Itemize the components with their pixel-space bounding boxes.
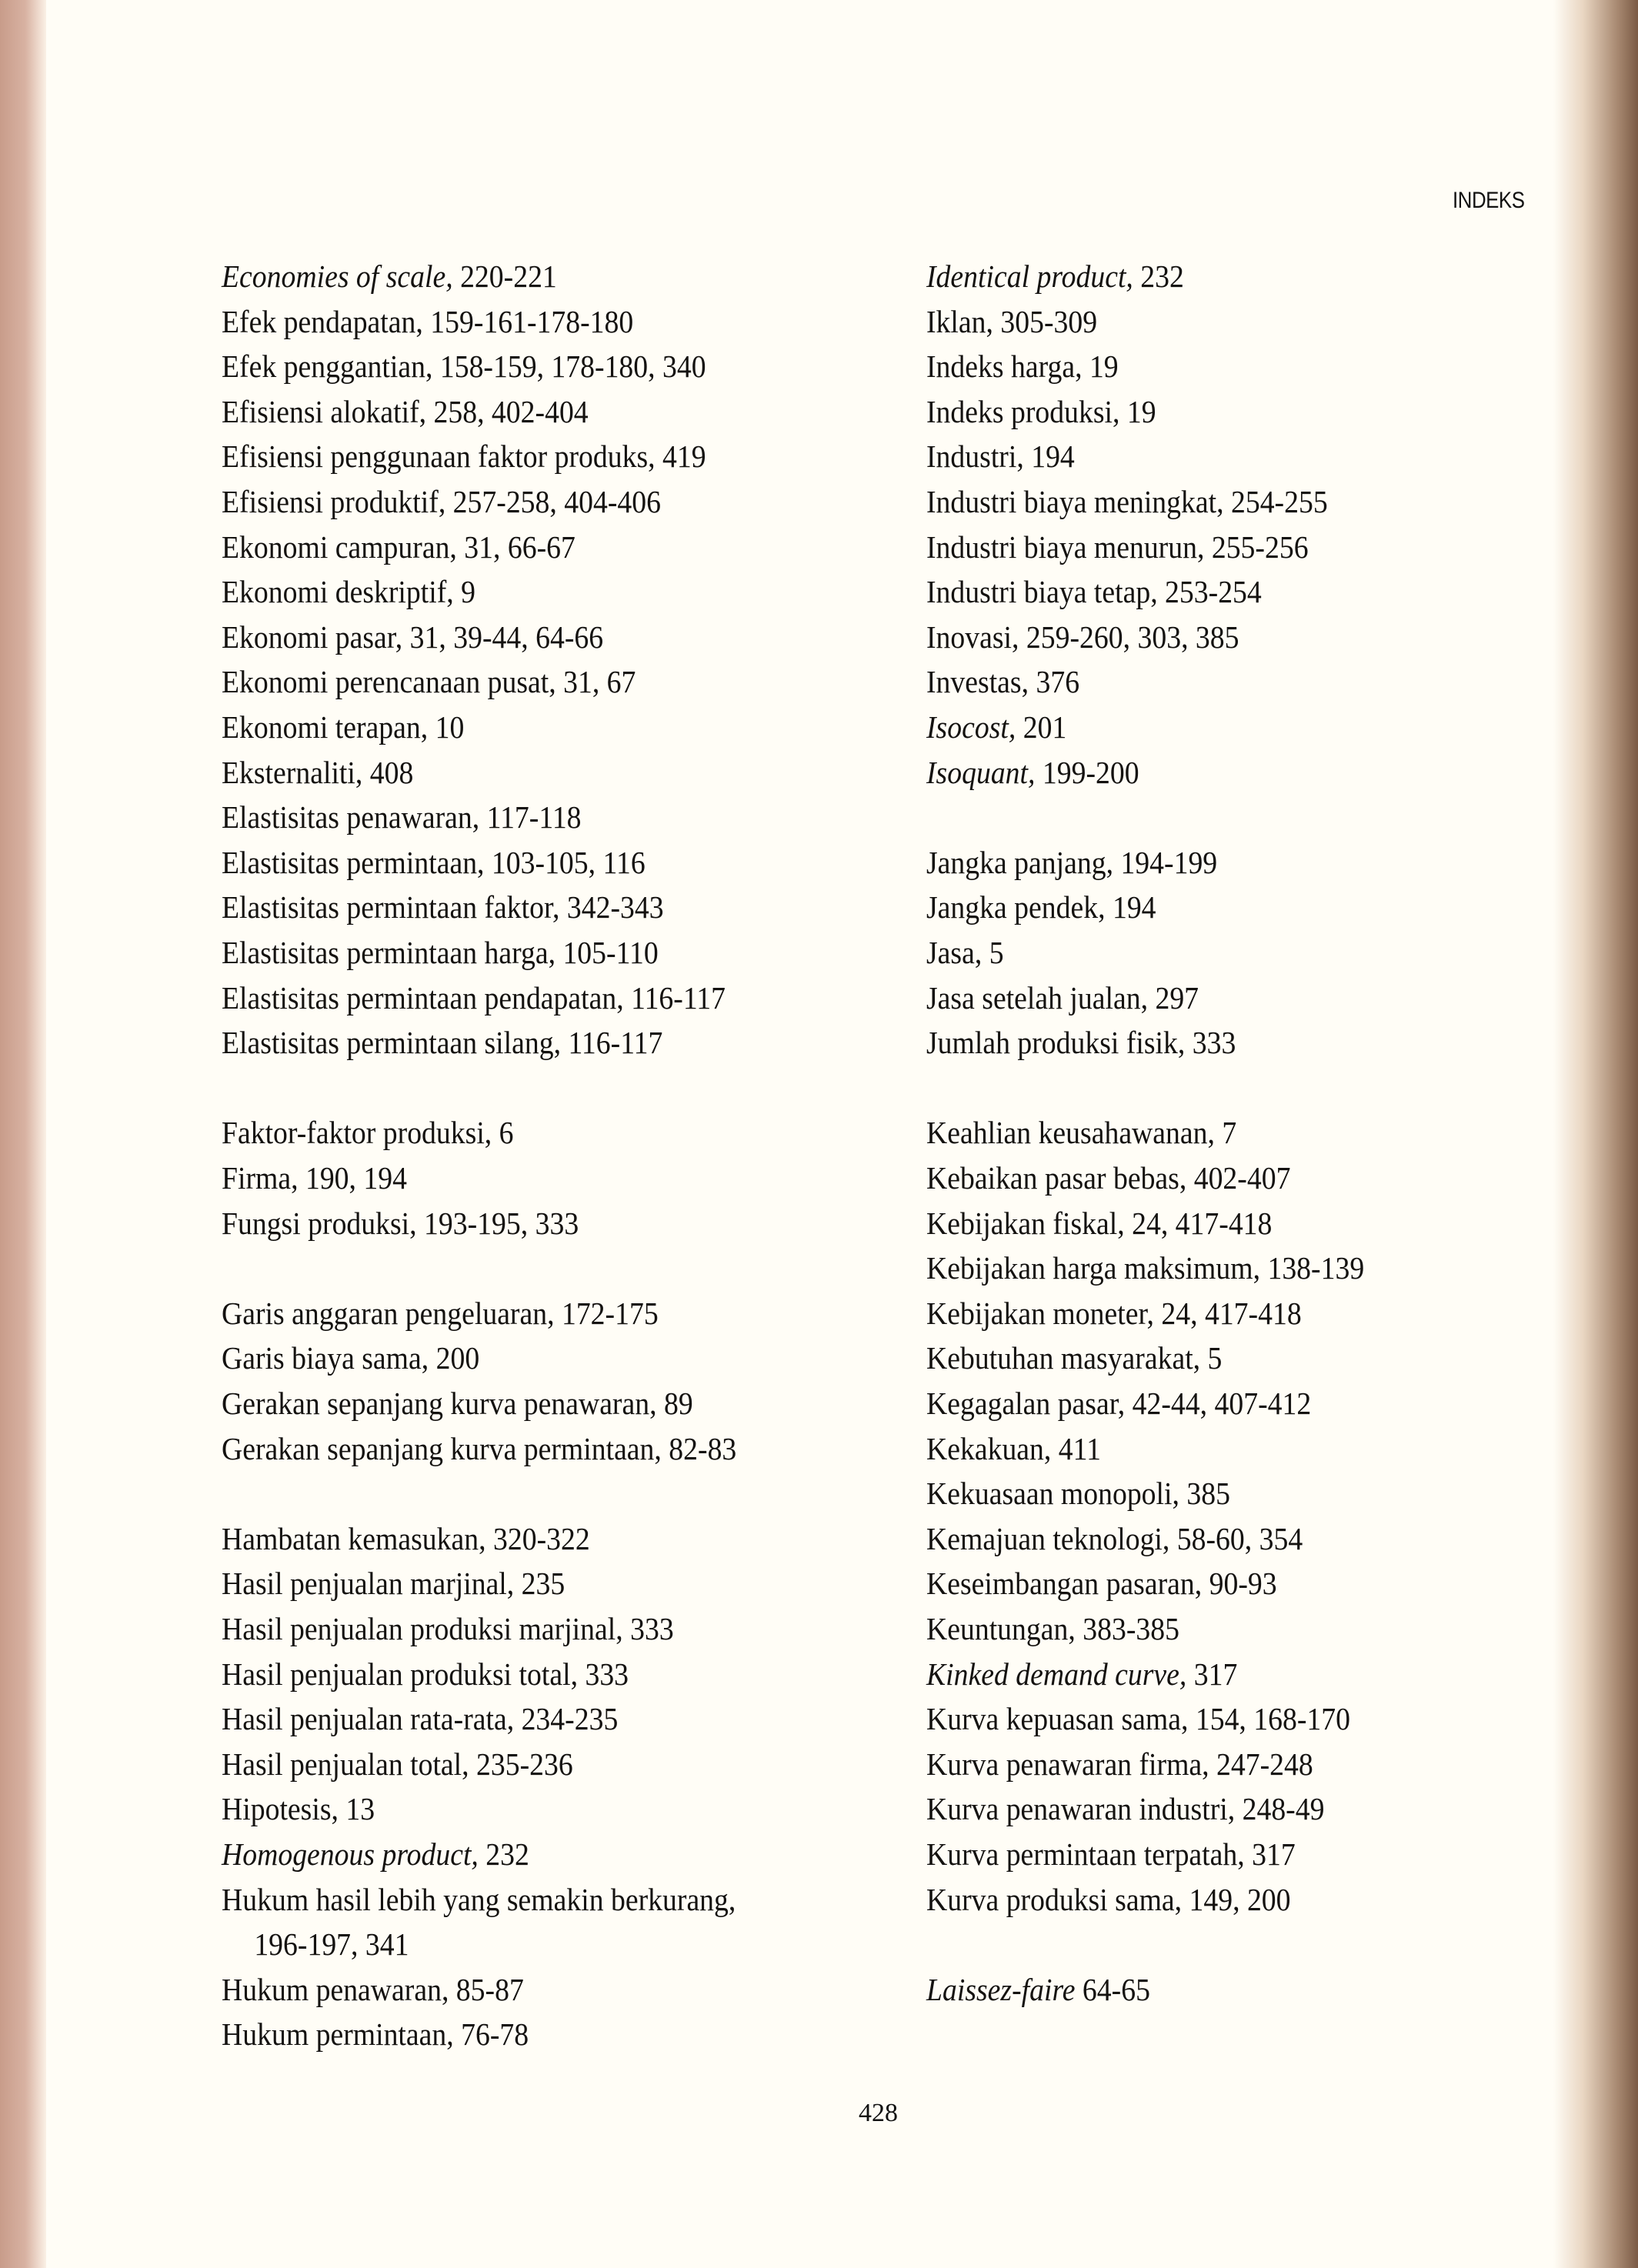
index-entry bbox=[926, 1877, 1291, 1922]
index-term: Iklan, bbox=[926, 303, 993, 339]
index-entry bbox=[222, 525, 575, 569]
index-pages: 402-407 bbox=[1186, 1160, 1291, 1196]
index-pages: 13 bbox=[338, 1791, 375, 1827]
index-term: Kebijakan harga maksimum, bbox=[926, 1250, 1261, 1286]
index-entry bbox=[222, 750, 413, 795]
index-entry bbox=[222, 840, 646, 885]
index-term: Elastisitas permintaan silang, bbox=[222, 1025, 562, 1061]
running-head: INDEKS bbox=[1453, 188, 1525, 213]
index-entry bbox=[926, 1201, 1272, 1246]
index-pages: 9 bbox=[453, 574, 476, 610]
index-pages: 317 bbox=[1244, 1836, 1296, 1872]
index-pages: 19 bbox=[1119, 393, 1156, 429]
index-term: Hukum permintaan, bbox=[222, 2016, 454, 2053]
index-term: Firma, bbox=[222, 1160, 299, 1196]
index-term: Gerakan sepanjang kurva permintaan, bbox=[222, 1430, 662, 1466]
scan-shadow-left bbox=[0, 0, 46, 2268]
index-entry bbox=[222, 795, 582, 839]
index-term: Hasil penjualan produksi marjinal, bbox=[222, 1611, 623, 1646]
index-pages: 24, 417-418 bbox=[1153, 1295, 1302, 1331]
index-term: Kegagalan pasar, bbox=[926, 1386, 1126, 1421]
index-term: Hasil penjualan marjinal, bbox=[222, 1566, 515, 1602]
index-entry bbox=[926, 659, 1079, 704]
index-pages: 305-309 bbox=[992, 303, 1098, 339]
index-term: Elastisitas permintaan pendapatan, bbox=[222, 979, 624, 1016]
index-term: Jangka pendek, bbox=[926, 889, 1106, 926]
index-entry bbox=[926, 1291, 1302, 1336]
index-pages: 116-117 bbox=[623, 979, 726, 1016]
index-entry bbox=[926, 1156, 1290, 1200]
index-term: Isoquant, bbox=[926, 754, 1036, 790]
index-pages: 158-159, 178-180, 340 bbox=[432, 349, 706, 385]
index-pages: 194 bbox=[1023, 439, 1075, 475]
index-pages: 196-197, 341 bbox=[254, 1926, 409, 1962]
index-pages: 254-255 bbox=[1223, 484, 1328, 519]
index-entry bbox=[222, 254, 557, 299]
index-term: Hipotesis, bbox=[222, 1791, 339, 1827]
index-entry bbox=[222, 976, 726, 1020]
index-pages: 199-200 bbox=[1035, 754, 1139, 790]
index-entry bbox=[926, 885, 1156, 929]
index-entry bbox=[926, 434, 1075, 479]
index-pages: 253-254 bbox=[1157, 574, 1262, 610]
index-term: Hambatan kemasukan, bbox=[222, 1520, 486, 1556]
index-entry bbox=[222, 1291, 659, 1336]
index-term: Homogenous product, bbox=[222, 1836, 479, 1872]
index-entry bbox=[222, 1696, 618, 1741]
index-pages: 333 bbox=[1185, 1025, 1236, 1061]
index-entry bbox=[222, 885, 664, 929]
index-entry bbox=[926, 299, 1097, 344]
index-pages: 419 bbox=[655, 439, 706, 475]
index-pages: 42-44, 407-412 bbox=[1125, 1386, 1312, 1421]
page-number: 428 bbox=[859, 2099, 898, 2127]
index-pages: 317 bbox=[1186, 1656, 1238, 1692]
index-pages: 31, 67 bbox=[555, 664, 636, 700]
index-term: Indeks produksi, bbox=[926, 393, 1120, 429]
index-entry bbox=[926, 1426, 1101, 1471]
index-term: Jumlah produksi fisik, bbox=[926, 1025, 1186, 1061]
index-entry bbox=[926, 976, 1199, 1020]
index-entry bbox=[926, 1381, 1311, 1426]
index-term: Jasa, bbox=[926, 935, 982, 970]
index-pages: 408 bbox=[362, 754, 414, 790]
index-term: Laissez-faire bbox=[926, 1971, 1076, 2007]
index-entry bbox=[222, 479, 661, 524]
index-term: Garis biaya sama, bbox=[222, 1340, 429, 1376]
index-term: Ekonomi pasar, bbox=[222, 619, 403, 655]
index-term: Hasil penjualan total, bbox=[222, 1746, 469, 1782]
index-entry bbox=[222, 1336, 479, 1380]
index-pages: 103-105, 116 bbox=[484, 844, 646, 880]
index-term: Kemajuan teknologi, bbox=[926, 1520, 1170, 1556]
index-entry bbox=[222, 2012, 529, 2056]
index-pages: 24, 417-418 bbox=[1124, 1205, 1273, 1241]
index-pages: 297 bbox=[1148, 979, 1199, 1016]
index-entry bbox=[222, 344, 706, 389]
index-pages: 159-161-178-180 bbox=[422, 303, 634, 339]
index-entry bbox=[222, 1110, 514, 1155]
index-pages: 234-235 bbox=[514, 1701, 619, 1737]
index-term: Kurva penawaran industri, bbox=[926, 1791, 1236, 1827]
index-term: Identical product, bbox=[926, 258, 1133, 294]
index-pages: 116-117 bbox=[561, 1025, 663, 1061]
index-term: Keuntungan, bbox=[926, 1611, 1076, 1646]
index-pages: 220-221 bbox=[452, 258, 557, 294]
index-pages: 10 bbox=[428, 709, 465, 745]
index-pages: 342-343 bbox=[559, 889, 664, 926]
index-entry bbox=[926, 1606, 1179, 1651]
index-pages: 76-78 bbox=[453, 2016, 529, 2053]
index-term: Industri biaya meningkat, bbox=[926, 484, 1224, 519]
index-pages: 89 bbox=[656, 1386, 693, 1421]
index-entry bbox=[926, 1742, 1313, 1786]
index-term: Ekonomi campuran, bbox=[222, 529, 457, 565]
index-entry bbox=[926, 1246, 1364, 1290]
index-pages: 5 bbox=[982, 935, 1004, 970]
index-term: Jasa setelah jualan, bbox=[926, 979, 1149, 1016]
index-pages: 248-49 bbox=[1235, 1791, 1325, 1827]
index-term: Keseimbangan pasaran, bbox=[926, 1566, 1203, 1602]
index-pages: 235-236 bbox=[469, 1746, 573, 1782]
index-pages: 247-248 bbox=[1209, 1746, 1313, 1782]
index-entry bbox=[926, 840, 1217, 885]
index-term: Kurva produksi sama, bbox=[926, 1881, 1183, 1917]
index-term: Efisiensi alokatif, bbox=[222, 393, 427, 429]
index-term: Kebijakan moneter, bbox=[926, 1295, 1154, 1331]
index-term: Hasil penjualan rata-rata, bbox=[222, 1701, 515, 1737]
index-entry bbox=[926, 1110, 1236, 1155]
index-term: Kebaikan pasar bebas, bbox=[926, 1160, 1187, 1196]
index-pages: 333 bbox=[578, 1656, 629, 1692]
index-term: Faktor-faktor produksi, bbox=[222, 1115, 492, 1151]
index-entry bbox=[926, 1516, 1303, 1561]
index-term: Industri, bbox=[926, 439, 1024, 475]
index-pages: 411 bbox=[1051, 1430, 1101, 1466]
index-pages: 7 bbox=[1214, 1115, 1237, 1151]
index-entry bbox=[926, 1696, 1350, 1741]
index-pages: 258, 402-404 bbox=[426, 393, 589, 429]
index-entry bbox=[926, 344, 1119, 389]
index-entry bbox=[222, 1020, 662, 1065]
index-pages: 200 bbox=[429, 1340, 480, 1376]
index-entry bbox=[926, 615, 1239, 659]
index-entry bbox=[222, 1652, 629, 1696]
index-term: Kinked demand curve, bbox=[926, 1656, 1187, 1692]
index-entry bbox=[222, 434, 706, 479]
index-term: Gerakan sepanjang kurva penawaran, bbox=[222, 1386, 657, 1421]
index-pages: 64-65 bbox=[1075, 1971, 1150, 2007]
index-entry bbox=[222, 1606, 674, 1651]
index-term: Industri biaya menurun, bbox=[926, 529, 1205, 565]
index-pages: 383-385 bbox=[1075, 1611, 1179, 1646]
index-term: Kurva penawaran firma, bbox=[926, 1746, 1209, 1782]
index-term: Economies of scale, bbox=[222, 258, 453, 294]
index-entry bbox=[926, 1786, 1324, 1831]
index-term: Keahlian keusahawanan, bbox=[926, 1115, 1215, 1151]
index-pages: 257-258, 404-406 bbox=[445, 484, 661, 519]
index-entry bbox=[222, 389, 589, 434]
index-pages: 385 bbox=[1179, 1476, 1230, 1512]
index-pages: 320-322 bbox=[485, 1520, 590, 1556]
index-entry bbox=[926, 479, 1328, 524]
index-pages: 6 bbox=[492, 1115, 514, 1151]
index-term: Hukum hasil lebih yang semakin berkurang, bbox=[222, 1881, 736, 1917]
index-pages: 333 bbox=[622, 1611, 674, 1646]
index-term: Efisiensi penggunaan faktor produks, bbox=[222, 439, 656, 475]
index-pages: 105-110 bbox=[555, 935, 659, 970]
index-term: Hasil penjualan produksi total, bbox=[222, 1656, 579, 1692]
index-entry bbox=[926, 1832, 1296, 1876]
index-entry bbox=[926, 525, 1309, 569]
index-pages: 235 bbox=[514, 1566, 565, 1602]
index-pages: 85-87 bbox=[449, 1971, 524, 2007]
index-entry bbox=[222, 1381, 693, 1426]
index-term: Fungsi produksi, bbox=[222, 1205, 417, 1241]
index-entry bbox=[222, 1516, 590, 1561]
index-entry bbox=[926, 1471, 1230, 1516]
index-pages: 193-195, 333 bbox=[416, 1205, 579, 1241]
index-pages: 58-60, 354 bbox=[1169, 1520, 1303, 1556]
index-entry bbox=[222, 930, 659, 975]
index-entry bbox=[222, 569, 475, 614]
index-term: Elastisitas permintaan, bbox=[222, 844, 485, 880]
index-entry bbox=[222, 615, 603, 659]
index-pages: 138-139 bbox=[1260, 1250, 1365, 1286]
index-term: Ekonomi perencanaan pusat, bbox=[222, 664, 556, 700]
index-pages: 117-118 bbox=[479, 799, 582, 835]
index-pages: 31, 39-44, 64-66 bbox=[402, 619, 604, 655]
index-term: Ekonomi deskriptif, bbox=[222, 574, 454, 610]
index-entry bbox=[926, 705, 1066, 749]
index-pages: 172-175 bbox=[554, 1295, 659, 1331]
index-entry bbox=[222, 1742, 573, 1786]
index-pages: 232 bbox=[1133, 258, 1184, 294]
index-term: Hukum penawaran, bbox=[222, 1971, 449, 2007]
index-term: Kekakuan, bbox=[926, 1430, 1052, 1466]
index-pages: 194-199 bbox=[1113, 844, 1218, 880]
index-term: Kebutuhan masyarakat, bbox=[926, 1340, 1201, 1376]
index-term: Industri biaya tetap, bbox=[926, 574, 1158, 610]
index-entry bbox=[926, 750, 1139, 795]
index-entry bbox=[222, 299, 633, 344]
index-pages: 19 bbox=[1082, 349, 1119, 385]
index-pages: 376 bbox=[1029, 664, 1080, 700]
index-term: Ekonomi terapan, bbox=[222, 709, 429, 745]
index-entry bbox=[926, 930, 1004, 975]
index-term: Jangka panjang, bbox=[926, 844, 1114, 880]
index-term: Elastisitas permintaan faktor, bbox=[222, 889, 560, 926]
index-pages: 255-256 bbox=[1204, 529, 1309, 565]
index-term: Garis anggaran pengeluaran, bbox=[222, 1295, 555, 1331]
index-pages: 194 bbox=[1105, 889, 1156, 926]
index-entry bbox=[926, 1967, 1150, 2012]
index-pages: 259-260, 303, 385 bbox=[1019, 619, 1239, 655]
index-entry bbox=[222, 1426, 736, 1471]
index-term: Efek pendapatan, bbox=[222, 303, 423, 339]
index-term: Kebijakan fiskal, bbox=[926, 1205, 1125, 1241]
index-term: Isocost, bbox=[926, 709, 1016, 745]
index-term: Inovasi, bbox=[926, 619, 1019, 655]
index-entry bbox=[926, 1652, 1237, 1696]
index-term: Elastisitas permintaan harga, bbox=[222, 935, 556, 970]
index-term: Kurva kepuasan sama, bbox=[926, 1701, 1189, 1737]
index-entry bbox=[222, 659, 636, 704]
index-pages: 190, 194 bbox=[298, 1160, 407, 1196]
index-term: Investas, bbox=[926, 664, 1029, 700]
index-entry bbox=[222, 1967, 524, 2012]
index-entry bbox=[222, 1156, 407, 1200]
index-term: Efek penggantian, bbox=[222, 349, 433, 385]
index-pages: 5 bbox=[1200, 1340, 1223, 1376]
index-pages: 201 bbox=[1016, 709, 1067, 745]
index-term: Efisiensi produktif, bbox=[222, 484, 446, 519]
index-term: Indeks harga, bbox=[926, 349, 1083, 385]
index-pages: 90-93 bbox=[1202, 1566, 1277, 1602]
index-term: Kekuasaan monopoli, bbox=[926, 1476, 1179, 1512]
index-entry bbox=[222, 1201, 579, 1246]
index-entry bbox=[222, 1832, 529, 1876]
index-entry bbox=[222, 1877, 736, 1966]
index-pages: 232 bbox=[478, 1836, 529, 1872]
index-pages: 154, 168-170 bbox=[1188, 1701, 1351, 1737]
index-entry bbox=[222, 1786, 375, 1831]
index-term: Kurva permintaan terpatah, bbox=[926, 1836, 1245, 1872]
index-entry bbox=[926, 1336, 1222, 1380]
index-term: Eksternaliti, bbox=[222, 754, 363, 790]
index-entry bbox=[926, 1020, 1236, 1065]
index-term: Elastisitas penawaran, bbox=[222, 799, 480, 835]
index-pages: 31, 66-67 bbox=[456, 529, 575, 565]
index-entry bbox=[222, 705, 464, 749]
index-entry bbox=[222, 1561, 565, 1606]
index-entry bbox=[926, 1561, 1277, 1606]
index-entry bbox=[926, 569, 1262, 614]
index-entry bbox=[926, 254, 1184, 299]
index-pages: 149, 200 bbox=[1182, 1881, 1291, 1917]
index-entry bbox=[926, 389, 1156, 434]
scan-shadow-right bbox=[1553, 0, 1638, 2268]
index-pages: 82-83 bbox=[661, 1430, 737, 1466]
